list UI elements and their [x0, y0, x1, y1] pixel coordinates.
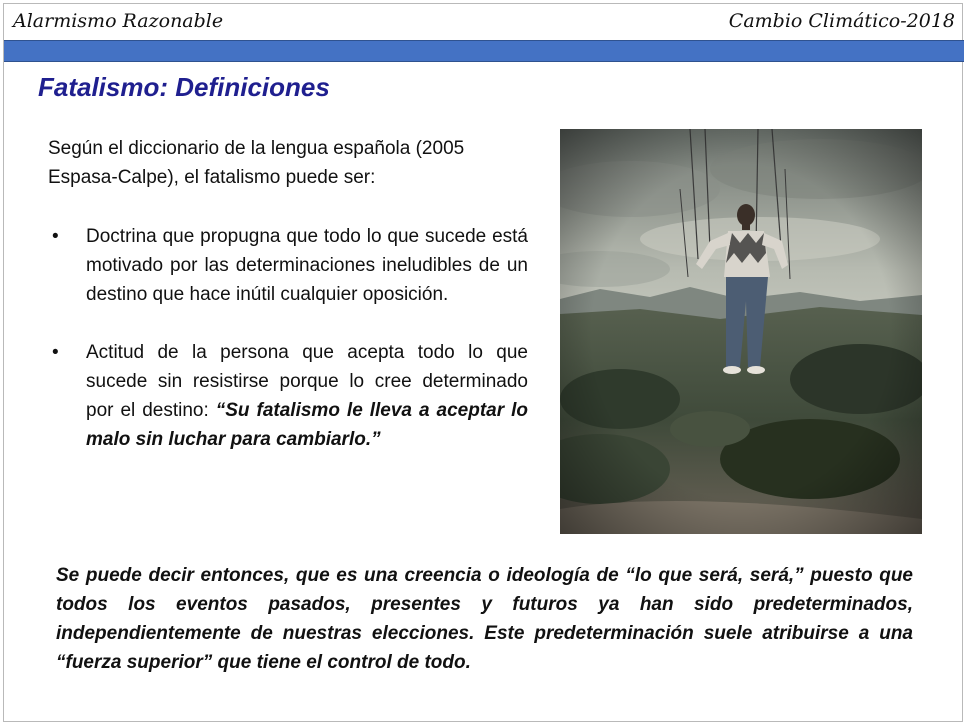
definition-text: Actitud de la persona que acepta todo lo que sucede sin resistirse porque lo cree determinado por el destino:: [86, 342, 528, 421]
conclusion-paragraph: Se puede decir entonces, que es una creencia o ideología de “lo que será, será,” puesto que todos los eventos pasados, presentes y futuros ya han sido predeterminados, independientemente de nuestras elecciones. Este predeterminación suele atribuirse a una “fuerza superior” que tiene el control de todo.: [56, 565, 913, 673]
marionette-man-photo: [560, 129, 922, 534]
photo-illustration: [560, 129, 922, 534]
bullet-marker: •: [52, 226, 59, 247]
intro-paragraph: Según el diccionario de la lengua española (2005 Espasa-Calpe), el fatalismo puede ser:: [48, 138, 465, 188]
definition-list: [48, 222, 528, 483]
definition-text: Doctrina que propugna que todo lo que sucede está motivado por las determinaciones ineludibles de un destino que hace inútil cualquier oposición.: [86, 226, 528, 305]
definition-item: [48, 222, 528, 309]
header-left-text: Alarmismo Razonable: [13, 10, 224, 32]
bullet-marker: •: [52, 342, 59, 363]
definition-example-quote: “Su fatalismo le lleva a aceptar lo malo sin luchar para cambiarlo.”: [86, 400, 528, 450]
definition-item: [48, 338, 528, 454]
header-bar: [4, 40, 964, 62]
header-right-text: Cambio Climático-2018: [728, 10, 955, 32]
slide-title: Fatalismo: Definiciones: [38, 72, 330, 102]
